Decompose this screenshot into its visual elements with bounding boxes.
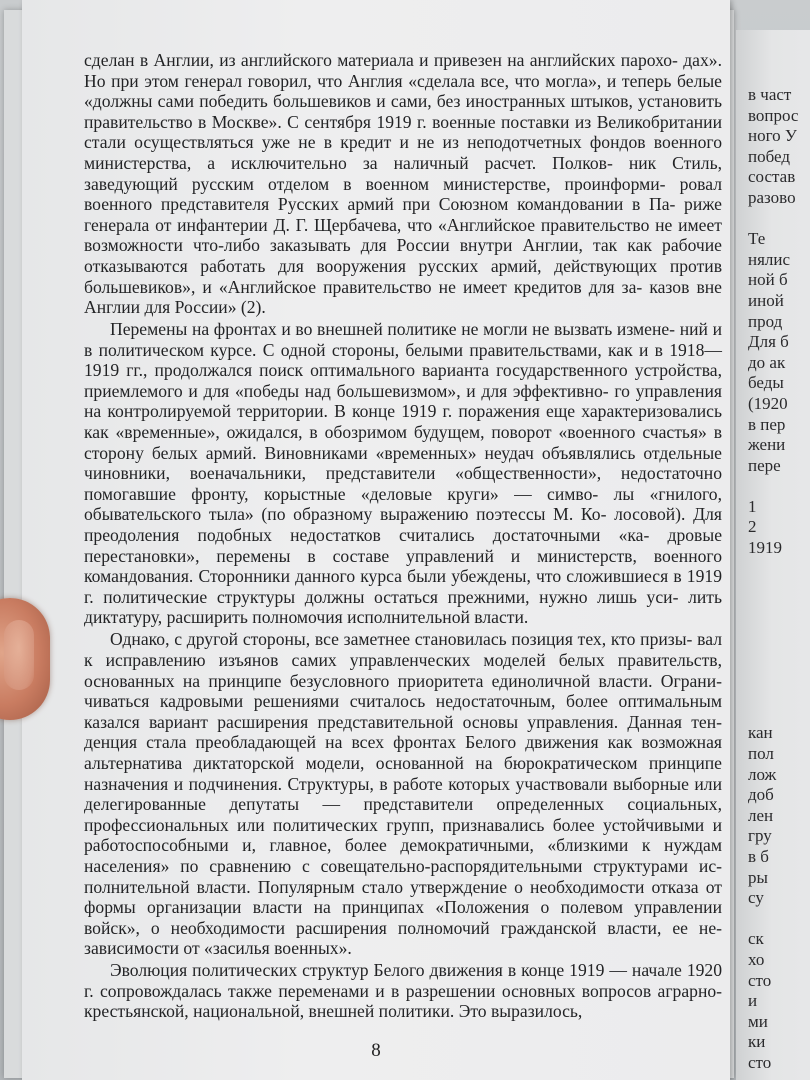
paragraph-3: [84, 629, 722, 959]
text-line: от формы организации власти на принципах «Положения о полевом управлении: [84, 876, 722, 918]
facing-page: [736, 30, 810, 1080]
facing-page-line: ной б: [748, 270, 788, 290]
text-line: командования. Сторонники данного курса были убеждены, что сложившиеся: [84, 566, 669, 587]
text-line: белые «должны сами победить большевиков и сами, без иностранных штыков,: [84, 70, 722, 112]
text-line: профессиональных или политических групп, признавались более устойчивыми: [84, 814, 705, 835]
facing-page-line: [748, 620, 810, 641]
facing-page-line: разово: [748, 187, 796, 207]
text-line: объявлялись отдельные чиновники, военачальники, представители «общественности», недостаточно помогавшие фронту, корыстные «деловые круги» — симво-: [84, 442, 722, 504]
text-line: зависимости от «засилья военных».: [84, 938, 352, 959]
text-line: характеризовались как «временные», ожидался, в обозримом будущем, поворот: [84, 401, 722, 443]
text-line: не имеет возможности что-либо заказывать для России внутри Англии, так как: [84, 214, 722, 256]
text-line: лы «гнилого, обывательского тыла» (по образному выражению поэтессы М. Ко-: [84, 483, 722, 525]
facing-page-line: [748, 909, 810, 930]
paragraph-4: [84, 960, 722, 1022]
facing-page-line: беды: [748, 373, 784, 393]
facing-page-line: [748, 209, 810, 230]
facing-page-line: ры: [748, 867, 768, 887]
facing-page-line: кан: [748, 723, 773, 743]
facing-page-line: [748, 579, 810, 600]
facing-page-line: ми: [748, 1011, 768, 1031]
facing-page-line: пере: [748, 455, 781, 475]
text-line: Эволюция политических структур Белого движения в конце 1919 — начале: [110, 960, 682, 981]
text-line: Великобритании стали осуществляться уже не в кредит и не из неподотчетных: [84, 111, 722, 153]
text-line: ник Стиль, заведующий русским отделом в военном министерстве, проинформи-: [84, 152, 722, 194]
text-line: дровые перестановки», перемены в составе управлений и министерств, военного: [84, 525, 722, 566]
facing-page-line: [748, 641, 810, 662]
facing-page-line: гру: [748, 826, 772, 846]
facing-page-line: иной: [748, 290, 784, 310]
text-line: чиваться кадровыми решениями считалось недостаточным, более оптимальным: [84, 691, 722, 712]
facing-page-line: [748, 703, 810, 724]
text-line: казался вариант расширения представительной основы управления. Данная тен-: [84, 711, 722, 732]
facing-page-line: прод: [748, 311, 783, 331]
facing-page-line: [748, 476, 810, 497]
text-line: войск», о необходимости расширения полномочий гражданской власти, ее не-: [84, 917, 722, 938]
text-line: Однако, с другой стороны, все заметнее становилась позиция тех, кто призы-: [110, 629, 693, 650]
facing-page-line: 1919: [748, 538, 782, 558]
facing-page-line: пол: [748, 744, 774, 763]
text-line: назначения и подчинения. Структуры, в работе которых участвовали выборные: [84, 773, 689, 794]
facing-page-line: [748, 662, 810, 683]
facing-page-line: сто: [748, 970, 772, 990]
facing-page-line: сто: [748, 1052, 772, 1072]
page-number: 8: [371, 1040, 381, 1061]
facing-page-line: побед: [748, 146, 790, 166]
text-line: сделан в Англии, из английского материала и привезен на английских парохо-: [84, 50, 678, 70]
book-page: [22, 0, 730, 1080]
facing-page-line: ного У: [748, 126, 797, 146]
facing-page-line: [748, 559, 810, 580]
text-line: лить диктатуру, расширить полномочия исполнительной власти.: [84, 586, 722, 628]
facing-page-line: доб: [748, 785, 774, 805]
facing-page-line: Те: [748, 229, 766, 249]
page-body-text: [84, 50, 722, 1023]
facing-page-line: вопрос: [748, 105, 799, 125]
facing-page-line: хо: [748, 949, 765, 969]
paragraph-1: [84, 50, 722, 318]
facing-page-line: нялис: [748, 249, 791, 269]
text-line: денция стала преобладающей на всех фронтах Белого движения как возможная: [84, 732, 722, 753]
text-line: аграрно-крестьянской, национальной, внешней политики. Это выразилось,: [84, 980, 723, 1022]
text-line: и в 1918—1919 гг., продолжался поиск оптимального варианта государственного: [84, 339, 722, 381]
text-line: Перемены на фронтах и во внешней политике не могли не вызвать измене-: [110, 319, 676, 340]
facing-page-line: лен: [748, 805, 774, 825]
text-line: «военного счастья» в сторону белых армий. Виновниками «временных» неудач: [84, 422, 722, 463]
text-line: го управления на контролируемой территории. В конце 1919 г. поражения еще: [84, 380, 722, 422]
facing-page-line: (1920: [748, 393, 788, 413]
facing-page-line: в пер: [748, 414, 786, 434]
text-line: фондов военного министерства, а исключительно за наличный расчет. Полков-: [84, 132, 723, 173]
text-line: рабочие отказываются работать для вооружения русских армий, действующих: [84, 235, 722, 276]
facing-page-line: ск: [748, 929, 764, 949]
facing-page-line: и: [748, 991, 758, 1011]
text-line: лосовой). Для преодоления подобных недостатков считались достаточными «ка-: [84, 504, 722, 546]
text-line: ровал военного представителя Русских армий при Союзном командовании в Па-: [84, 173, 722, 215]
facing-page-line: ки: [748, 1032, 766, 1052]
text-line: в 1919 г. политические структуры должны остаться прежними, нужно лишь уси-: [84, 566, 722, 607]
text-line: казов вне Англии для России» (2).: [84, 276, 722, 318]
facing-page-line: су: [748, 888, 764, 908]
facing-page-line: 2: [748, 517, 757, 537]
paragraph-2: [84, 319, 722, 628]
facing-page-line: жени: [748, 435, 786, 455]
text-line: полнительной власти. Популярным стало утверждение о необходимости отказа: [84, 876, 699, 897]
text-line: против большевиков», и «Английское правительство не имеет кредитов для за-: [84, 255, 723, 297]
text-line: и работоспособными и, главное, более демократичными, «близкими к нуждам: [84, 814, 722, 856]
facing-page-line: [748, 600, 810, 621]
facing-page-line: [748, 682, 810, 703]
text-line: населения» по сравнению с совещательно-распорядительными структурами ис-: [84, 855, 722, 876]
facing-page-line: до ак: [748, 352, 786, 372]
facing-page-text: [748, 85, 810, 1074]
facing-page-line: в б: [748, 846, 769, 866]
facing-page-line: состав: [748, 167, 796, 187]
text-line: установить правительство в Москве». С сентября 1919 г. военные поставки из: [84, 91, 722, 132]
text-line: альтернатива диктаторской модели, основанной на бюрократическом принципе: [84, 752, 722, 773]
text-line: дах». Но при этом генерал говорил, что Англия «сделала все, что могла», и теперь: [84, 50, 722, 91]
text-line: ний и в политическом курсе. С одной стороны, белыми правительствами, как: [84, 319, 722, 360]
thumb-highlight: [4, 620, 34, 690]
text-line: устройства, приемлемого и для «победы над большевизмом», и для эффективно-: [84, 360, 722, 401]
facing-page-line: Для б: [748, 332, 789, 352]
text-line: 1920 г. сопровождалась также переменами и в разрешении основных вопросов: [84, 960, 722, 1001]
text-line: вал к исправлению изъянов самих управленческих моделей белых правительств,: [84, 629, 722, 670]
facing-page-line: лож: [748, 764, 777, 784]
text-line: риже генерала от инфантерии Д. Г. Щербачева, что «Английское правительство: [84, 194, 722, 235]
text-line: или делегированные депутаты — представители определенных социальных,: [84, 773, 722, 815]
facing-page-line: в част: [748, 85, 792, 104]
text-line: основанных на принципе безусловного приоритета единоличной власти. Ограни-: [84, 670, 722, 691]
facing-page-line: 1: [748, 496, 757, 516]
